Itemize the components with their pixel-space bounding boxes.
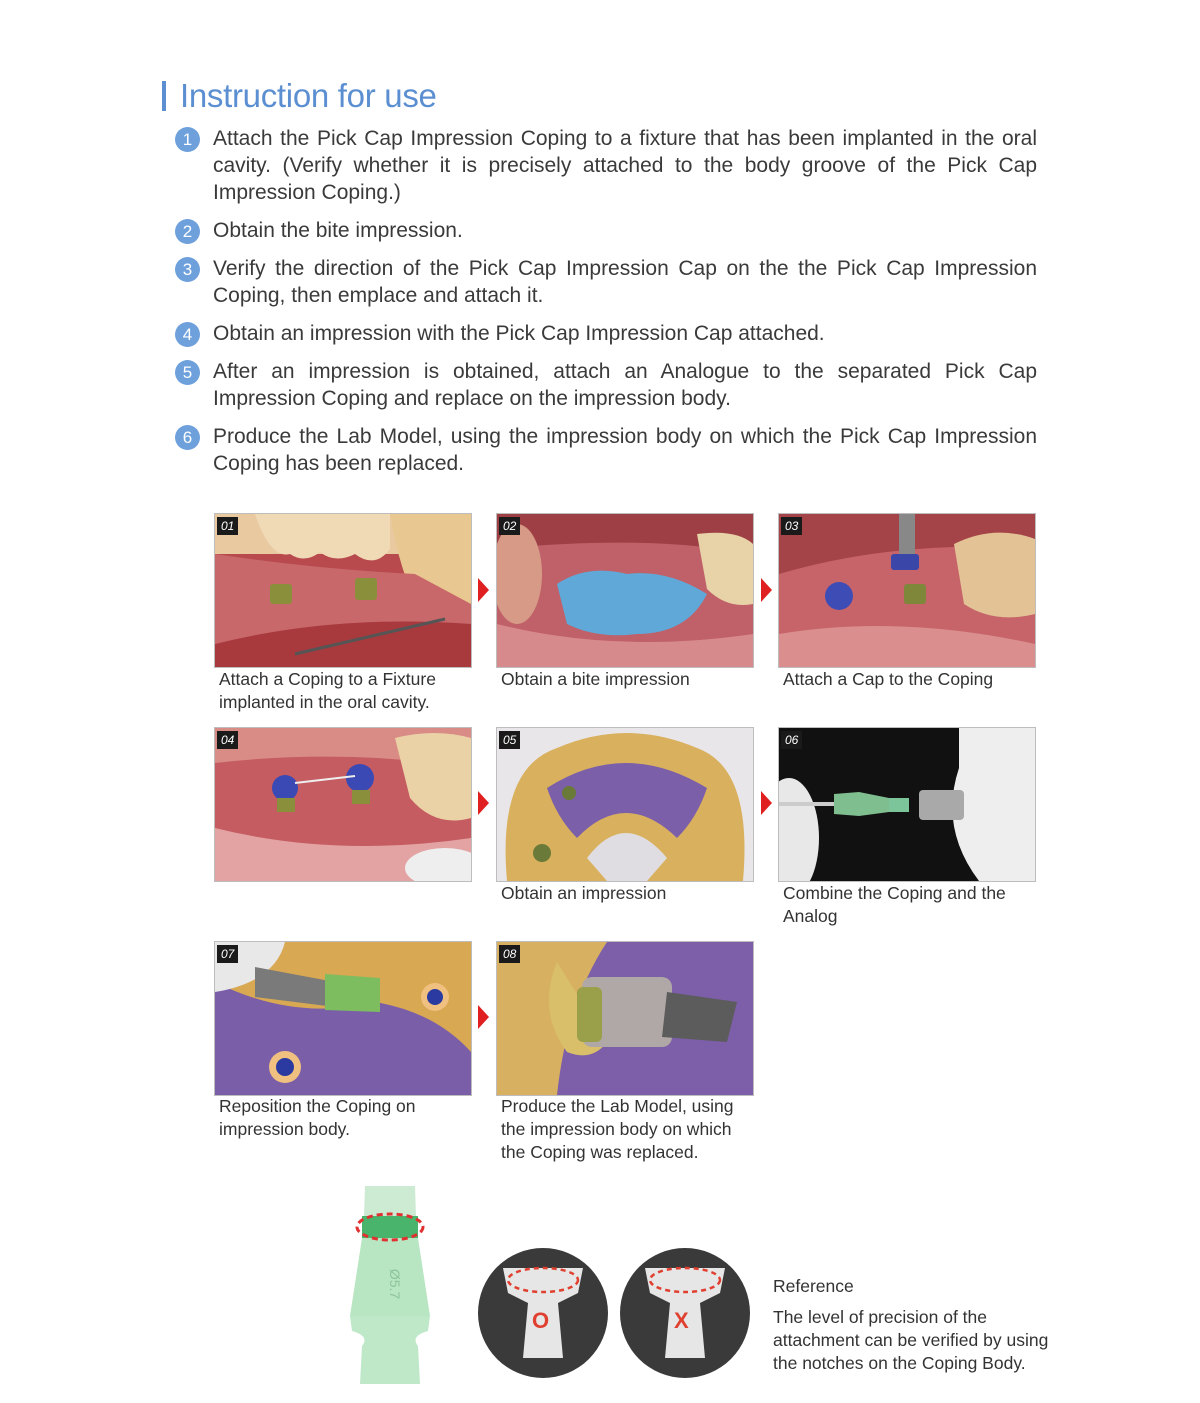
step-number-5: 5 <box>175 360 200 385</box>
photo-01 <box>214 513 472 668</box>
arrow-right-icon <box>478 1005 489 1029</box>
coping-illustration <box>340 1186 440 1386</box>
step-text-5: After an impression is obtained, attach an Analogue to the separated Pick Cap Impression Coping and replace on the impression body. <box>213 360 1037 410</box>
caption-05: Obtain an impression <box>501 883 667 903</box>
step-number-6: 6 <box>175 425 200 450</box>
photo-02 <box>496 513 754 668</box>
caption-02: Obtain a bite impression <box>501 669 690 689</box>
photo-07 <box>214 941 472 1096</box>
step-6 <box>175 423 1037 477</box>
title-bar <box>162 81 166 111</box>
step-text-4: Obtain an impression with the Pick Cap Impression Cap attached. <box>213 322 825 345</box>
arrow-right-icon <box>761 578 772 602</box>
step-text-6: Produce the Lab Model, using the impression body on which the Pick Cap Impression Coping has been replaced. <box>213 425 1037 475</box>
step-2 <box>175 217 1037 244</box>
arrow-right-icon <box>478 791 489 815</box>
photo-tag-08: 08 <box>499 945 520 963</box>
step-4 <box>175 320 1037 347</box>
step-number-3: 3 <box>175 257 200 282</box>
reference-title: Reference <box>773 1276 854 1296</box>
instruction-steps <box>175 125 1037 488</box>
step-5 <box>175 358 1037 412</box>
caption-03: Attach a Cap to the Coping <box>783 669 994 689</box>
caption-08: Produce the Lab Model, using the impression body on which the Coping was replaced. <box>501 1096 734 1162</box>
step-number-2: 2 <box>175 219 200 244</box>
caption-06: Combine the Coping and the Analog <box>783 883 1006 926</box>
step-number-4: 4 <box>175 322 200 347</box>
step-3 <box>175 255 1037 309</box>
photo-tag-01: 01 <box>217 517 238 535</box>
correct-mark: O <box>532 1308 550 1333</box>
photo-tag-04: 04 <box>217 731 238 749</box>
photo-tag-02: 02 <box>499 517 520 535</box>
xray-correct <box>478 1248 608 1378</box>
step-number-1: 1 <box>175 127 200 152</box>
photo-tag-06: 06 <box>781 731 802 749</box>
photo-04 <box>214 727 472 882</box>
reference-text: The level of precision of the attachment can be verified by using the notches on the Coping Body. <box>773 1307 1049 1373</box>
photo-tag-03: 03 <box>781 517 802 535</box>
photo-03 <box>778 513 1036 668</box>
caption-07: Reposition the Coping on impression body. <box>219 1096 416 1139</box>
coping-size-label: Ø5.7 <box>387 1268 404 1300</box>
arrow-right-icon <box>761 791 772 815</box>
photo-tag-07: 07 <box>217 945 238 963</box>
photo-08 <box>496 941 754 1096</box>
xray-wrong <box>620 1248 750 1378</box>
step-text-3: Verify the direction of the Pick Cap Impression Cap on the the Pick Cap Impression Coping, then emplace and attach it. <box>213 257 1037 307</box>
step-text-1: Attach the Pick Cap Impression Coping to a fixture that has been implanted in the oral cavity. (Verify whether it is precisely attached to the body groove of the Pick Cap Impression Coping.) <box>213 127 1037 204</box>
caption-01: Attach a Coping to a Fixture implanted in the oral cavity. <box>219 669 436 712</box>
step-1 <box>175 125 1037 206</box>
photo-06 <box>778 727 1036 882</box>
step-text-2: Obtain the bite impression. <box>213 219 463 242</box>
page-title: Instruction for use <box>180 77 437 114</box>
arrow-right-icon <box>478 578 489 602</box>
photo-05 <box>496 727 754 882</box>
photo-tag-05: 05 <box>499 731 520 749</box>
section-title <box>162 76 437 116</box>
wrong-mark: X <box>674 1308 689 1333</box>
